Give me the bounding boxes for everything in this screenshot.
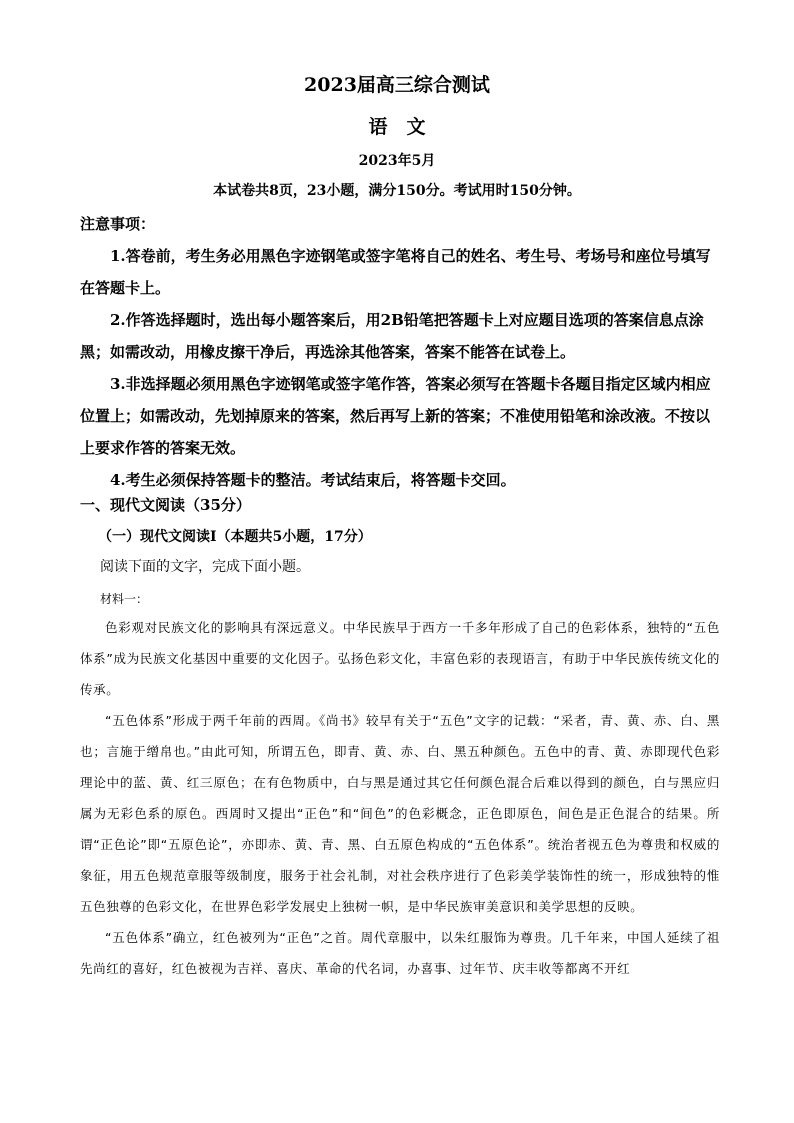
notice-item: 3.非选择题必须用黑色字迹钢笔或签字笔作答，答案必须写在答题卡各题目指定区域内相应位置上；如需改动，先划掉原来的答案，然后再写上新的答案；不准使用铅笔和涂改液。不按以上要求作答的答案无效。 xyxy=(80,375,711,457)
material-paragraph: “五色体系”确立，红色被列为“正色”之首。周代章服中，以朱红服饰为尊贵。几千年来，中国人延续了祖先尚红的喜好，红色被视为吉祥、喜庆、革命的代名词，办喜事、过年节、庆丰收等都离不开红 xyxy=(80,930,720,976)
notice-list xyxy=(80,240,720,496)
notice-heading: 注意事项： xyxy=(80,215,156,233)
material-paragraph: “五色体系”形成于两千年前的西周。《尚书》较早有关于“五色”文字的记载：“采者，青、黄、赤、白、黑也；言施于缯帛也。”由此可知，所谓五色，即青、黄、赤、白、黑五种颜色。五色中的青、黄、赤即现代色彩理论中的蓝、黄、红三原色；在有色物质中，白与黑是通过其它任何颜色混合后难以得到的颜色，白与黑应归属为无彩色系的原色。西周时又提出“正色”和“间色”的色彩概念，正色即原色，间色是正色混合的结果。所谓“正色论”即“五原色论”，亦即赤、黄、青、黑、白五原色构成的“五色体系”。统治者视五色为尊贵和权威的象征，用五色规范章服等级制度，服务于社会礼制，对社会秩序进行了色彩美学装饰性的统一，形成独特的惟五色独尊的色彩文化，在世界色彩学发展史上独树一帜，是中华民族审美意识和美学思想的反映。 xyxy=(80,713,720,914)
notice-item: 2.作答选择题时，选出每小题答案后，用2B铅笔把答题卡上对应题目选项的答案信息点涂黑；如需改动，用橡皮擦干净后，再选涂其他答案，答案不能答在试卷上。 xyxy=(80,311,704,361)
subject-title: 语 文 xyxy=(368,116,426,138)
sub-section-heading: （一）现代文阅读I（本题共5小题，17分） xyxy=(98,529,372,545)
reading-instruction: 阅读下面的文字，完成下面小题。 xyxy=(100,559,310,575)
material-paragraph: 色彩观对民族文化的影响具有深远意义。中华民族早于西方一千多年形成了自己的色彩体系，独特的“五色体系”成为民族文化基因中重要的文化因子。弘扬色彩文化，丰富色彩的表现语言，有助于中华民族传统文化的传承。 xyxy=(80,620,720,697)
exam-title: 2023届高三综合测试 xyxy=(304,74,490,96)
exam-info: 本试卷共8页，23小题，满分150分。考试用时150分钟。 xyxy=(213,183,581,199)
notice-item: 1.答卷前，考生务必用黑色字迹钢笔或签字笔将自己的姓名、考生号、考场号和座位号填写在答题卡上。 xyxy=(80,247,711,297)
section-heading: 一、现代文阅读（35分） xyxy=(80,496,251,514)
notice-item: 4.考生必须保持答题卡的整洁。考试结束后，将答题卡交回。 xyxy=(110,471,516,489)
material-label: 材料一： xyxy=(100,592,149,606)
exam-date: 2023年5月 xyxy=(358,153,436,169)
material-text xyxy=(80,612,720,984)
